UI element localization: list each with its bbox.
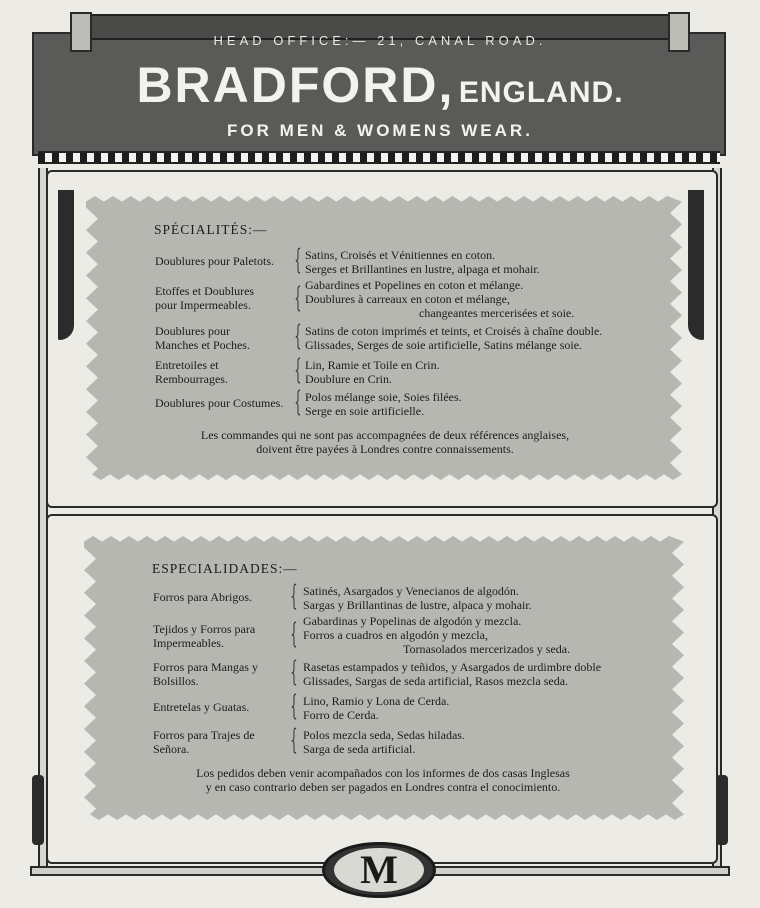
title-suffix: ENGLAND. [458, 76, 624, 109]
company-title [60, 56, 700, 114]
item-description: Satins de coton imprimés et teints, et Croisés à chaîne double. Glissades, Serges de soie artificielle, Satins mélange soie. [305, 324, 603, 352]
item-label: Forros para Abrigos. [153, 590, 252, 604]
item-label: Entretelas y Guatas. [153, 700, 250, 714]
checker-border [38, 151, 720, 164]
spanish-heading: ESPECIALIDADES:— [152, 561, 298, 576]
brace-icon: { [294, 385, 302, 418]
banner-cap-right [668, 12, 690, 52]
banner-cap-left [70, 12, 92, 52]
item-label: Entretoiles et Rembourrages. [155, 358, 228, 386]
brace-icon: { [294, 353, 302, 386]
spanish-list [153, 579, 653, 784]
ornament-bottom-right-icon [716, 775, 728, 845]
item-description: Polos mezcla seda, Sedas hiladas. Sarga de seda artificial. [303, 728, 465, 756]
french-note: Les commandes qui ne sont pas accompagnées de deux références anglaises, doivent être payées à Londres contre connaissements. [200, 428, 570, 456]
item-label: Forros para Trajes de Señora. [153, 728, 255, 756]
item-description: Satins, Croisés et Vénitiennes en coton. Serges et Brillantines en lustre, alpaga et mohair. [305, 248, 540, 276]
brace-icon: { [290, 723, 298, 756]
item-description: Gabardinas y Popelinas de algodón y mezcla. Forros a cuadros en algodón y mezcla, Tornasolados mercerizados y seda. [303, 614, 571, 656]
french-list [155, 243, 655, 448]
item-label: Doublures pour Paletots. [155, 254, 274, 268]
title-main: BRADFORD, [136, 57, 455, 113]
item-label: Forros para Mangas y Bolsillos. [153, 660, 258, 688]
spanish-note: Los pedidos deben venir acompañados con los informes de dos casas Inglesas y en caso contrario deben ser pagados en Londres contra el conocimiento. [196, 766, 570, 794]
item-label: Doublures pour Manches et Poches. [155, 324, 250, 352]
monogram-letter: M [360, 847, 398, 892]
item-label: Tejidos y Forros para Impermeables. [153, 622, 256, 650]
item-description: Gabardines et Popelines en coton et mélange. Doublures à carreaux en coton et mélange, changeantes mercerisées et soie. [305, 278, 575, 320]
french-heading: SPÉCIALITÉS:— [154, 222, 268, 237]
item-description: Polos mélange soie, Soies filées. Serge en soie artificielle. [305, 390, 462, 418]
brace-icon: { [290, 689, 298, 722]
head-office-text: HEAD OFFICE:— 21, CANAL ROAD. [213, 33, 547, 48]
brace-icon: { [294, 281, 302, 314]
ornament-left-icon [58, 190, 74, 340]
item-description: Lin, Ramie et Toile en Crin. Doublure en Crin. [305, 358, 440, 386]
item-description: Lino, Ramio y Lona de Cerda. Forro de Cerda. [303, 694, 450, 722]
item-description: Satinés, Asargados y Venecianos de algodón. Sargas y Brillantinas de lustre, alpaca y mohair. [303, 584, 532, 612]
brace-icon: { [294, 243, 302, 276]
brace-icon: { [290, 617, 298, 650]
item-label: Doublures pour Costumes. [155, 396, 284, 410]
brace-icon: { [294, 319, 302, 352]
brace-icon: { [290, 655, 298, 688]
item-label: Etoffes et Doublures pour Impermeables. [155, 284, 255, 312]
brace-icon: { [290, 579, 298, 612]
ornament-right-icon [688, 190, 704, 340]
ornament-bottom-left-icon [32, 775, 44, 845]
item-description: Rasetas estampados y teñidos, y Asargados de urdimbre doble Glissades, Sargas de seda artificial, Rasos mezcla seda. [303, 660, 602, 688]
company-subtitle: FOR MEN & WOMENS WEAR. [227, 121, 533, 140]
